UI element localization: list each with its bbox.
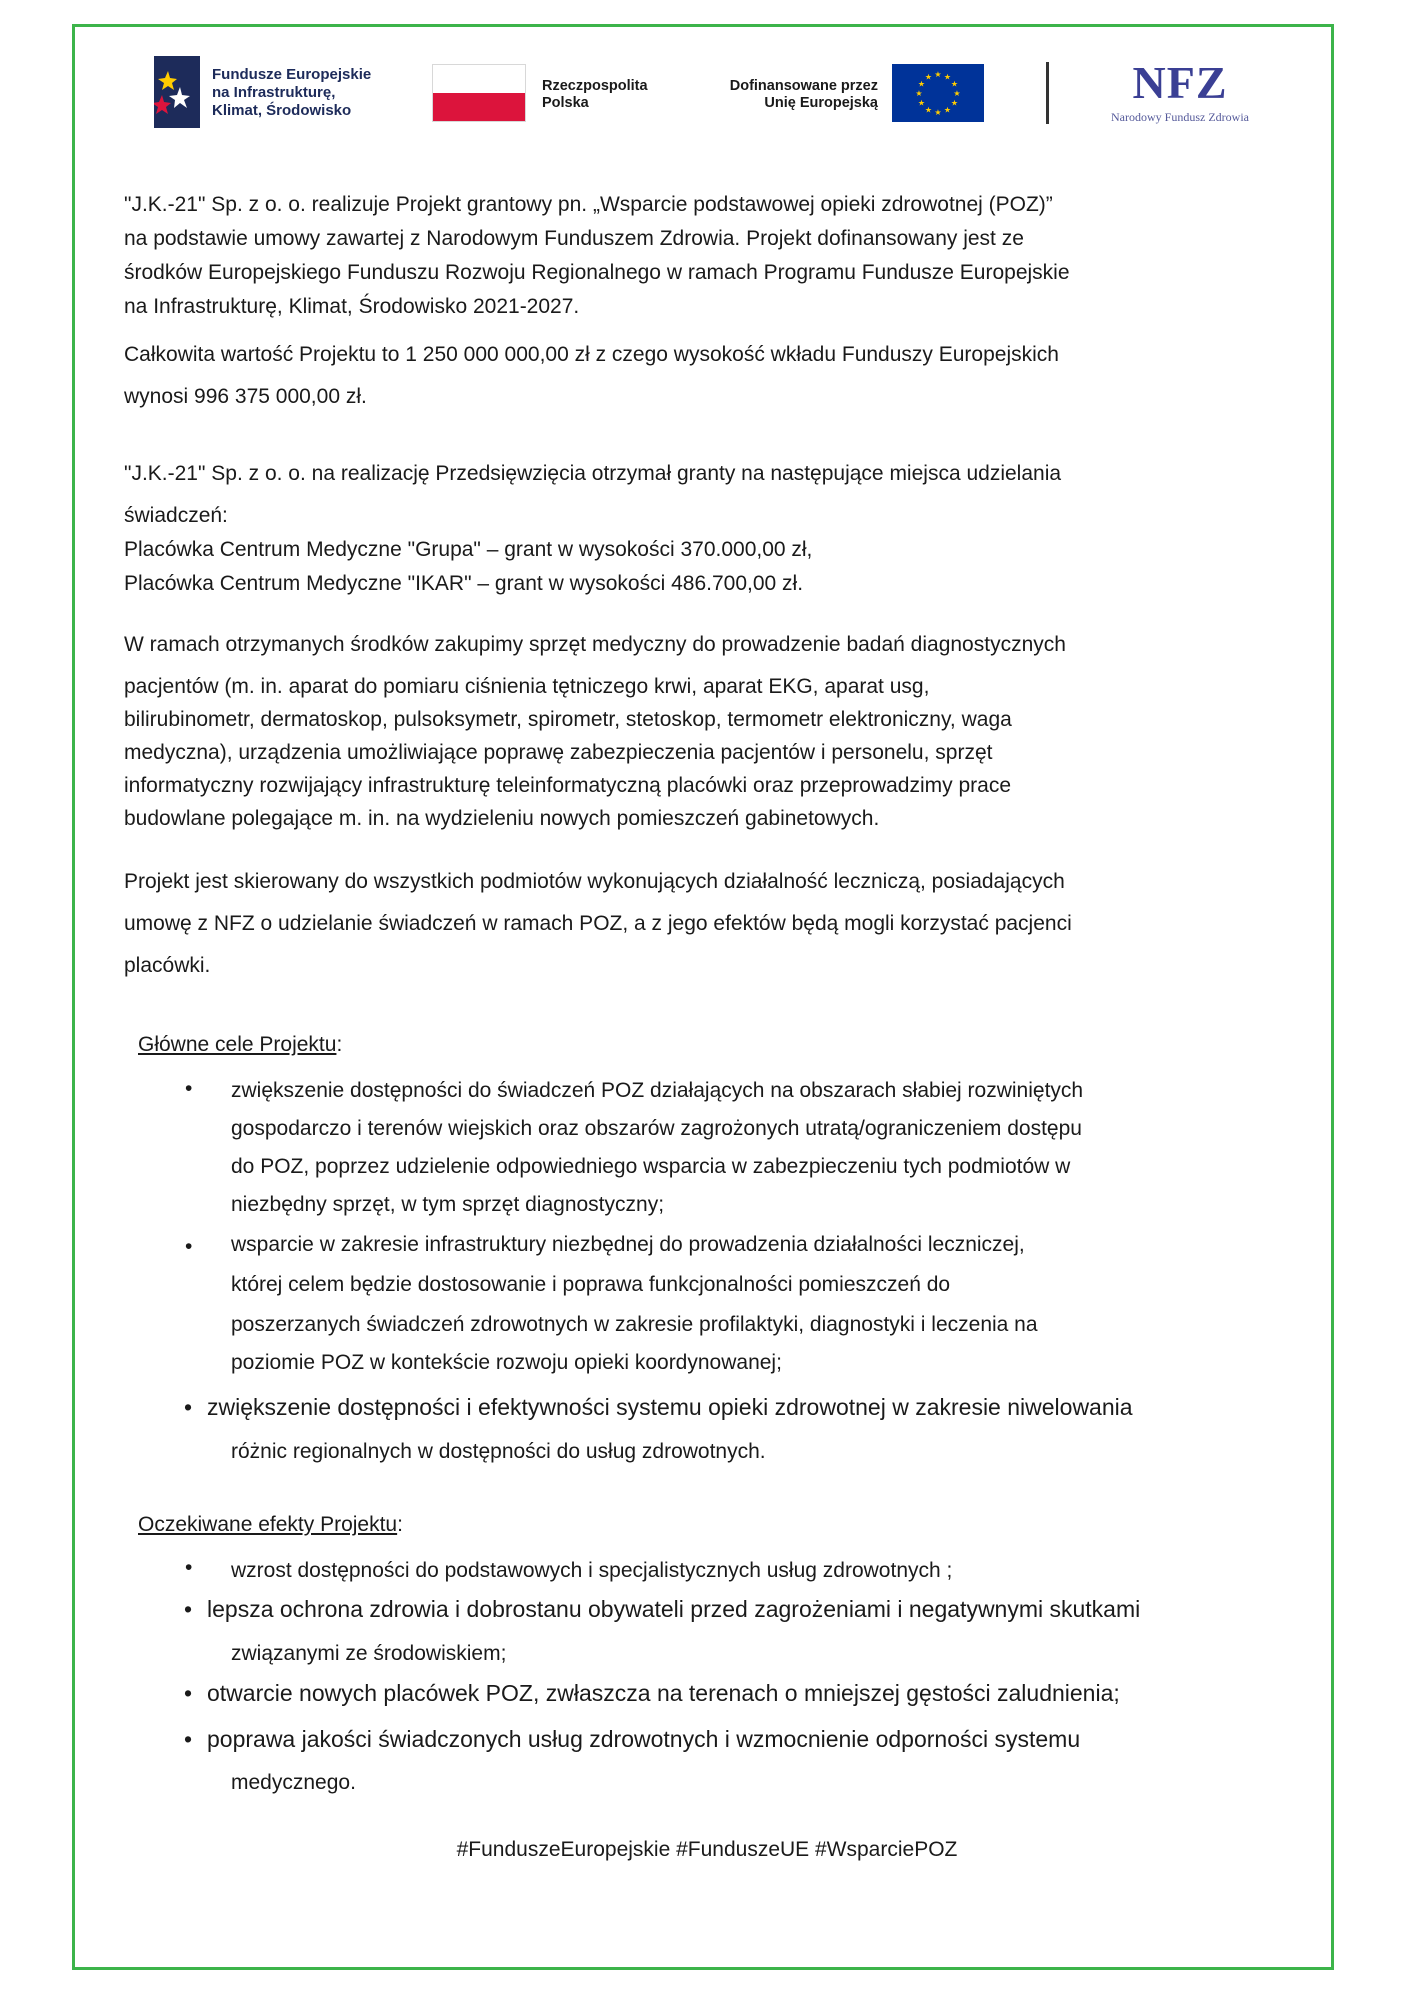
intro-line-4: na Infrastrukturę, Klimat, Środowisko 2021-2027.	[124, 295, 580, 318]
fundusze-europejskie-logo	[150, 56, 400, 132]
effect-2-line-1: lepsza ochrona zdrowia i dobrostanu obywateli przed zagrożeniami i negatywnymi skutkami	[207, 1596, 1141, 1622]
eu-star-icon: ★	[950, 98, 959, 108]
goal-1-line-2: gospodarczo i terenów wiejskich oraz obszarów zagrożonych utratą/ograniczeniem dostępu	[231, 1117, 1082, 1140]
equipment-line-6: budowlane polegające m. in. na wydzieleniu nowych pomieszczeń gabinetowych.	[124, 807, 880, 830]
grants-line-4: Placówka Centrum Medyczne "IKAR" – grant w wysokości 486.700,00 zł.	[124, 572, 804, 595]
intro-line-6: wynosi 996 375 000,00 zł.	[124, 385, 367, 408]
eu-star-icon: ★	[924, 72, 933, 82]
goal-2-line-4: poziomie POZ w kontekście rozwoju opieki koordynowanej;	[231, 1351, 782, 1374]
target-line-3: placówki.	[124, 954, 211, 977]
rp-line-1: Rzeczpospolita	[542, 78, 648, 94]
eu-star-icon: ★	[943, 105, 952, 115]
effects-heading-colon: :	[397, 1513, 403, 1536]
goal-2-line-1: wsparcie w zakresie infrastruktury niezbędnej do prowadzenia działalności leczniczej,	[231, 1233, 1025, 1256]
eu-star-icon: ★	[917, 98, 926, 108]
grants-line-3: Placówka Centrum Medyczne "Grupa" – grant w wysokości 370.000,00 zł,	[124, 538, 813, 561]
hashtags-footer: #FunduszeEuropejskie #FunduszeUE #WsparciePOZ	[456, 1838, 958, 1861]
effect-2-bullet: •	[184, 1596, 193, 1622]
equipment-line-5: informatyczny rozwijający infrastrukturę teleinformatyczną placówki oraz przeprowadzimy prace	[124, 774, 1011, 797]
intro-line-1: "J.K.-21" Sp. z o. o. realizuje Projekt grantowy pn. „Wsparcie podstawowej opieki zdrowotnej (POZ)”	[124, 193, 1053, 216]
nfz-wordmark: NFZ	[1132, 57, 1228, 108]
goals-heading-text: Główne cele Projektu	[138, 1033, 337, 1056]
goal-3-line-2: różnic regionalnych w dostępności do usług zdrowotnych.	[231, 1440, 766, 1463]
eu-star-icon: ★	[917, 79, 926, 89]
grants-line-1: "J.K.-21" Sp. z o. o. na realizację Przedsięwzięcia otrzymał granty na następujące miejsca udzielania	[124, 462, 1062, 485]
goal-1-bullet: •	[185, 1077, 193, 1100]
eu-line-1: Dofinansowane przez	[729, 78, 878, 94]
goal-3-line-1: zwiększenie dostępności i efektywności systemu opieki zdrowotnej w zakresie niwelowania	[207, 1394, 1133, 1420]
grants-line-2: świadczeń:	[124, 504, 228, 527]
logo-divider	[1046, 62, 1049, 124]
intro-line-3: środków Europejskiego Funduszu Rozwoju Regionalnego w ramach Programu Fundusze Europejskie	[124, 261, 1070, 284]
eu-line-2: Unię Europejską	[764, 95, 878, 111]
goal-1-line-4: niezbędny sprzęt, w tym sprzęt diagnostyczny;	[231, 1193, 665, 1216]
eu-star-icon: ★	[934, 70, 942, 79]
goal-1-line-3: do POZ, poprzez udzielenie odpowiedniego wsparcia w zabezpieczeniu tych podmiotów w	[231, 1155, 1071, 1178]
fe-line-3: Klimat, Środowisko	[212, 102, 352, 119]
effect-1-bullet: •	[185, 1556, 193, 1579]
effect-1-line-1: wzrost dostępności do podstawowych i specjalistycznych usług zdrowotnych ;	[231, 1559, 953, 1582]
eu-cofunding-logo	[702, 64, 1002, 124]
goal-2-line-3: poszerzanych świadczeń zdrowotnych w zakresie profilaktyki, diagnostyki i leczenia na	[231, 1313, 1038, 1336]
eu-star-icon: ★	[934, 108, 942, 117]
eu-star-icon: ★	[915, 89, 923, 98]
target-line-2: umowę z NFZ o udzielanie świadczeń w ramach POZ, a z jego efektów będą mogli korzystać pacjenci	[124, 912, 1072, 935]
goal-1-line-1: zwiększenie dostępności do świadczeń POZ działających na obszarach słabiej rozwiniętych	[231, 1079, 1084, 1102]
goal-3-bullet: •	[184, 1394, 193, 1420]
nfz-logo	[1080, 57, 1280, 130]
effect-2-line-2: związanymi ze środowiskiem;	[231, 1642, 507, 1665]
nfz-subtitle: Narodowy Fundusz Zdrowia	[1111, 110, 1249, 124]
goals-heading-colon: :	[336, 1033, 343, 1056]
fe-line-2: na Infrastrukturę,	[212, 84, 336, 101]
logo-bar	[150, 54, 1290, 134]
effect-4-line-2: medycznego.	[231, 1771, 356, 1794]
effects-heading	[138, 1512, 403, 1538]
goal-2-line-2: której celem będzie dostosowanie i poprawa funkcjonalności pomieszczeń do	[231, 1273, 951, 1296]
effect-4-line-1: poprawa jakości świadczonych usług zdrowotnych i wzmocnienie odporności systemu	[207, 1726, 1081, 1752]
equipment-line-3: bilirubinometr, dermatoskop, pulsoksymetr, spirometr, stetoskop, termometr elektroniczny, waga	[124, 708, 1012, 731]
equipment-line-1: W ramach otrzymanych środków zakupimy sprzęt medyczny do prowadzenie badań diagnostycznych	[124, 633, 1066, 656]
rzeczpospolita-polska-logo	[432, 64, 682, 124]
fe-line-1: Fundusze Europejskie	[212, 66, 372, 83]
equipment-line-2: pacjentów (m. in. aparat do pomiaru ciśnienia tętniczego krwi, aparat EKG, aparat usg,	[124, 675, 930, 698]
effects-heading-text: Oczekiwane efekty Projektu	[138, 1513, 398, 1536]
effect-3-line-1: otwarcie nowych placówek POZ, zwłaszcza na terenach o mniejszej gęstości zaludnienia;	[207, 1680, 1120, 1706]
intro-line-2: na podstawie umowy zawartej z Narodowym Funduszem Zdrowia. Projekt dofinansowany jest ze	[124, 227, 1024, 250]
polish-flag-icon	[432, 64, 526, 122]
target-line-1: Projekt jest skierowany do wszystkich podmiotów wykonujących działalność leczniczą, posiadających	[124, 870, 1065, 893]
eu-star-icon: ★	[950, 79, 959, 89]
intro-line-5: Całkowita wartość Projektu to 1 250 000 000,00 zł z czego wysokość wkładu Funduszy Europejskich	[124, 343, 1059, 366]
rp-line-2: Polska	[542, 95, 589, 111]
effect-4-bullet: •	[184, 1726, 193, 1752]
goal-2-bullet: •	[185, 1235, 193, 1258]
fe-star-icon	[154, 56, 200, 128]
effect-3-bullet: •	[184, 1680, 193, 1706]
eu-flag-icon	[892, 64, 984, 122]
eu-star-icon: ★	[953, 89, 961, 98]
equipment-line-4: medyczna), urządzenia umożliwiające poprawę zabezpieczenia pacjentów i personelu, sprzęt	[124, 741, 993, 764]
eu-star-icon: ★	[924, 105, 933, 115]
goals-heading	[138, 1032, 342, 1058]
eu-star-icon: ★	[943, 72, 952, 82]
